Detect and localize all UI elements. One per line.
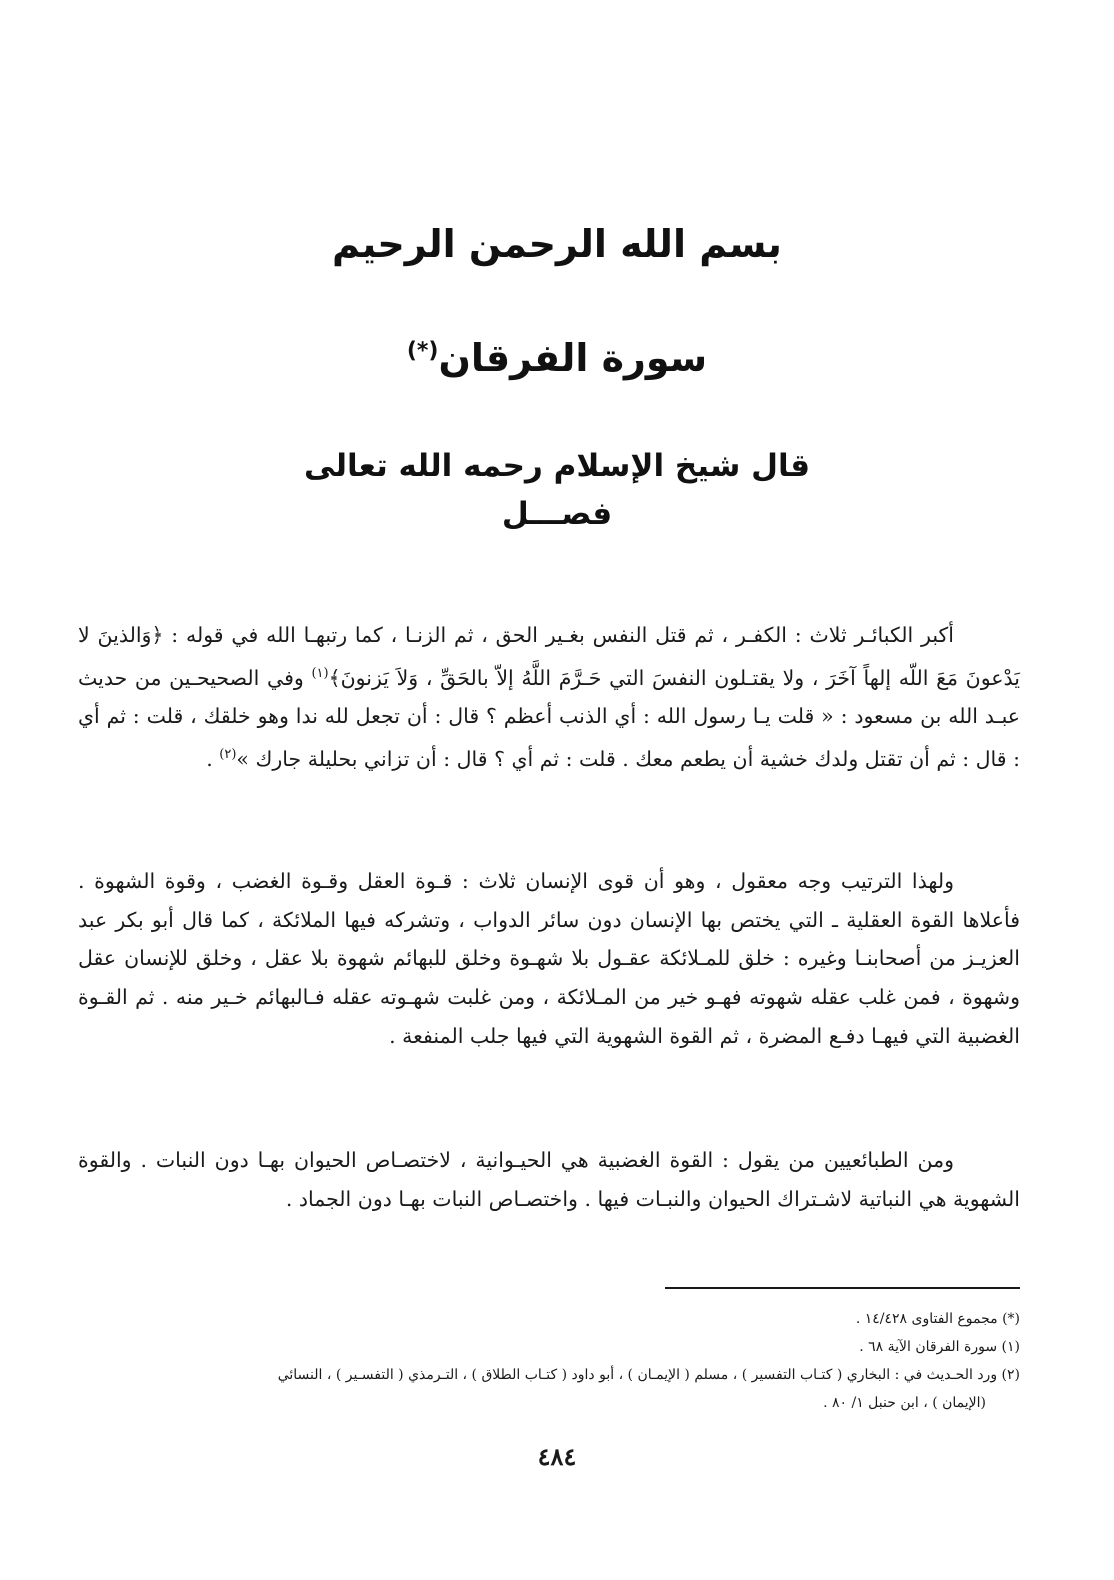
paragraph-1 — [78, 616, 1020, 778]
footnote-1: (١) سورة الفرقان الآية ٦٨ . — [859, 1339, 1020, 1355]
surah-title — [0, 336, 1114, 380]
footnote-star: (*) مجموع الفتاوى ١٤/٤٢٨ . — [855, 1311, 1020, 1327]
surah-title-text: سورة الفرقان — [438, 336, 708, 380]
author-line: قال شيخ الإسلام رحمه الله تعالى — [303, 448, 810, 484]
footnote-2-continued: (الإيمان ) ، ابن حنبل ١/ ٨٠ . — [823, 1395, 986, 1411]
paragraph-1-text-b: وفي الصحيحـين من حديث عبـد الله بن مسعود : « قلت يـا رسول الله : أي الذنب أعظم ؟ قال : أن تجعل لله ندا وهو خلقك ، قلت : ثم أي : قال : ثم أن تقتل ولدك خشية أن يطعم معك . قلت : ثم أي ؟ قال : أن تزاني بحليلة جارك » — [78, 665, 1020, 771]
footnote-ref-1: (١) — [311, 665, 329, 681]
paragraph-3 — [78, 1141, 1020, 1218]
paragraph-2-text: ولهذا الترتيب وجه معقول ، وهو أن قوى الإنسان ثلاث : قـوة العقل وقـوة الغضب ، وقوة الشهوة . فأعلاها القوة العقلية ـ التي يختص بها الإنسان دون سائر الدواب ، وتشركه فيها الملائكة ، كما قال أبو بكر عبد العزيـز من أصحابنـا وغيره : خلق للمـلائكة عقـول بلا شهـوة وخلق للبهائم شهوة بلا عقل ، وخلق للإنسان عقل وشهوة ، فمن غلب عقله شهوته فهـو خير من المـلائكة ، ومن غلبت شهـوته عقله فـالبهائم خـير منه . ثم القـوة الغضبية التي فيهـا دفـع المضرة ، ثم القوة الشهوية التي فيها جلب المنفعة . — [78, 869, 1020, 1048]
section-heading: فصـــل — [501, 496, 613, 532]
footnote-ref-2: (٢) — [219, 746, 237, 762]
footnotes — [78, 1305, 1020, 1417]
surah-title-marker: (*) — [406, 338, 439, 364]
paragraph-1-text-a: أكبر الكبائـر ثلاث : الكفـر ، ثم قتل النفس بغـير الحق ، ثم الزنـا ، كما رتبهـا الله في قوله : ﴿وَالذينَ لا يَدْعونَ مَعَ اللّه إلهاً آخَرَ ، ولا يقتـلون النفسَ التي حَـرَّمَ اللَّهُ إلاّ بالحَقِّ ، وَلاَ يَزنونَ﴾ — [78, 623, 1021, 690]
footnote-2: (٢) ورد الحـديث في : البخاري ( كتـاب التفسير ) ، مسلم ( الإيمـان ) ، أبو داود ( كتـاب الطلاق ) ، التـرمذي ( التفسـير ) ، النسائي — [277, 1367, 1020, 1383]
paragraph-2 — [78, 862, 1020, 1056]
paragraph-1-text-c: . — [206, 746, 220, 771]
basmala-heading: بسم الله الرحمن الرحيم — [332, 222, 782, 266]
page-number: ٤٨٤ — [537, 1442, 577, 1471]
paragraph-3-text: ومن الطبائعيين من يقول : القوة الغضبية هي الحيـوانية ، لاختصـاص الحيوان بهـا دون النبات . والقوة الشهوية هي النباتية لاشـتراك الحيوان والنبـات فيها . واختصـاص النبات بهـا دون الجماد . — [78, 1148, 1020, 1211]
footnote-divider — [665, 1287, 1020, 1289]
